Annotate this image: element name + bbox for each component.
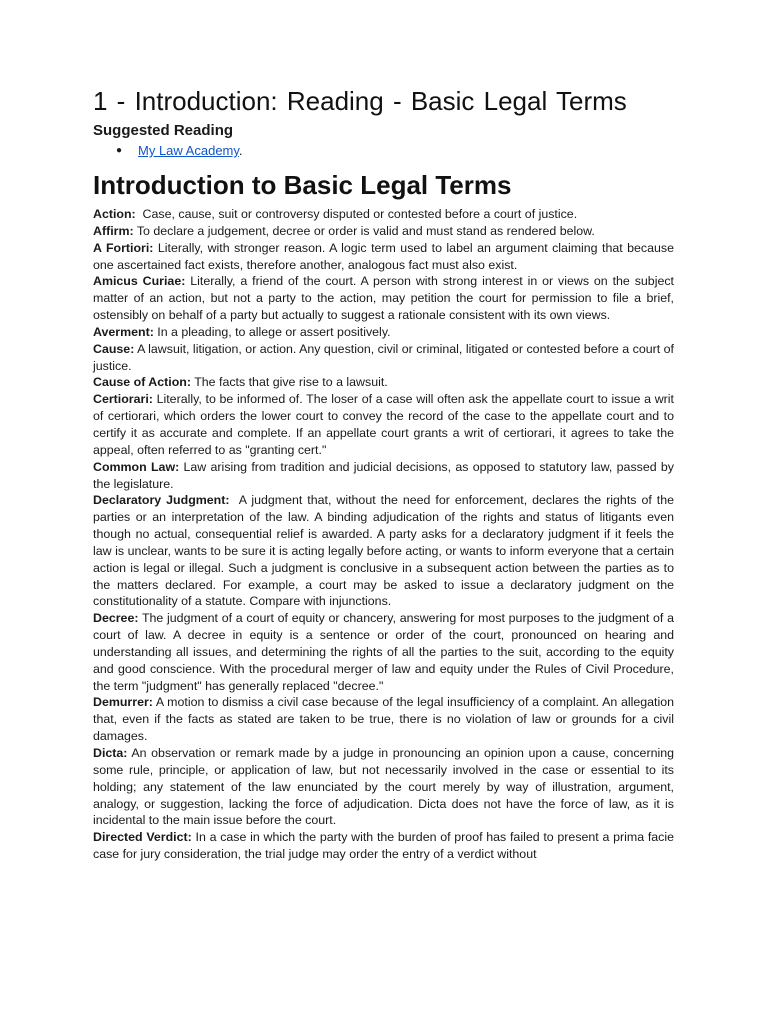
definition-entry: [93, 459, 678, 493]
definition-term: Common Law:: [93, 459, 180, 474]
definition-term: Certiorari:: [93, 392, 153, 407]
definition-term: Demurrer:: [93, 695, 153, 710]
definition-text: Literally, a friend of the court. A person with strong interest in or views on the subject matter of an action, but not a party to the action, may petition the court for permission to file a brief, ostensibly on behalf of a party but actually to suggest a rationale consistent with its own views.: [93, 274, 678, 323]
list-item: [116, 142, 674, 160]
definition-text: Literally, to be informed of. The loser of a case will often ask the appellate court to issue a writ of certiorari, which orders the lower court to convey the record of the case to the appellate court and to certify it as accurate and complete. If an appellate court grants a writ of certiorari, it agrees to take the appeal, often referred to as "granting cert.": [93, 392, 678, 457]
definition-term: A Fortiori:: [93, 240, 154, 255]
definition-entry: [93, 341, 678, 375]
definition-term: Dicta:: [93, 746, 128, 760]
section-heading: Introduction to Basic Legal Terms: [93, 170, 512, 200]
definition-entry: [93, 745, 678, 829]
definition-text: The judgment of a court of equity or chancery, answering for most purposes to the judgment of a court of law. A decree in equity is a sentence or order of the court, pronounced on hearing and understanding all issues, and determining the rights of all the parties to the suit, according to the equity and good conscience. With the procedural merger of law and equity under the Rules of Civil Procedure, the term "judgment" has generally replaced "decree.": [93, 611, 678, 693]
definition-entry: [93, 829, 678, 863]
definition-term: Declaratory Judgment:: [93, 493, 230, 508]
definitions-list: [93, 206, 678, 863]
definition-entry: [93, 374, 674, 391]
definition-term: Amicus Curiae:: [93, 274, 186, 289]
definition-entry: [93, 492, 678, 610]
page-title: 1 - Introduction: Reading - Basic Legal Terms: [93, 86, 627, 116]
my-law-academy-link[interactable]: My Law Academy: [138, 143, 239, 158]
definition-text: A lawsuit, litigation, or action. Any question, civil or criminal, litigated or contested before a court of justice.: [93, 341, 678, 373]
definition-term: Averment:: [93, 324, 154, 339]
definition-text: A judgment that, without the need for enforcement, declares the rights of the parties or an interpretation of the law. A binding adjudication of the rights and status of litigants even though no actual, consequential relief is awarded. A party asks for a declaratory judgment if it feels the law is unclear, wants to be sure it is acting legally before acting, or wants to inform everyone that a certain action is legal or illegal. Such a judgment is conclusive in a subsequent action between the parties as to the matters declared. For example, a court may be asked to issue a declaratory judgment on the constitutionality of a statute. Compare with injunctions.: [93, 493, 678, 609]
definition-entry: [93, 391, 678, 458]
definition-entry: [93, 694, 678, 745]
definition-text: To declare a judgement, decree or order is valid and must stand as rendered below.: [133, 223, 595, 238]
suggested-reading-list: [93, 142, 674, 160]
definition-term: Cause:: [93, 341, 135, 356]
bullet-icon: ●: [116, 145, 123, 156]
link-trailing-period: .: [238, 143, 243, 158]
definition-entry: [93, 223, 674, 240]
definition-entry: [93, 206, 674, 223]
definition-text: In a pleading, to allege or assert positively.: [153, 324, 391, 339]
definition-term: Action:: [93, 207, 136, 221]
definition-term: Cause of Action:: [93, 375, 191, 390]
definition-term: Directed Verdict:: [93, 830, 192, 845]
definition-text: Case, cause, suit or controversy disputed or contested before a court of justice.: [135, 207, 578, 221]
definition-text: An observation or remark made by a judge in pronouncing an opinion upon a cause, concerning some rule, principle, or application of law, but not necessarily involved in the case or essential to its holding; any statement of the law enunciated by the court merely by way of illustration, argument, analogy, or suggestion, lacking the force of adjudication. Dicta does not have the force of law, as it is incidental to the main issue before the court.: [93, 746, 678, 828]
definition-entry: [93, 273, 678, 324]
suggested-reading-heading: Suggested Reading: [93, 122, 234, 139]
definition-text: A motion to dismiss a civil case because of the legal insufficiency of a complaint. An allegation that, even if the facts as stated are taken to be true, there is no violation of law or grounds for a civil damages.: [93, 695, 678, 744]
definition-term: Decree:: [93, 611, 139, 626]
definition-entry: [93, 324, 674, 341]
definition-text: In a case in which the party with the burden of proof has failed to present a prima facie case for jury consideration, the trial judge may order the entry of a verdict without: [93, 830, 678, 862]
definition-entry: [93, 240, 678, 274]
definition-entry: [93, 610, 678, 694]
definition-text: Literally, with stronger reason. A logic term used to label an argument claiming that because one ascertained fact exists, therefore another, analogous fact must also exist.: [93, 240, 678, 272]
definition-text: The facts that give rise to a lawsuit.: [190, 375, 388, 390]
definition-term: Affirm:: [93, 223, 134, 238]
definition-text: Law arising from tradition and judicial decisions, as opposed to statutory law, passed by the legislature.: [93, 459, 678, 491]
